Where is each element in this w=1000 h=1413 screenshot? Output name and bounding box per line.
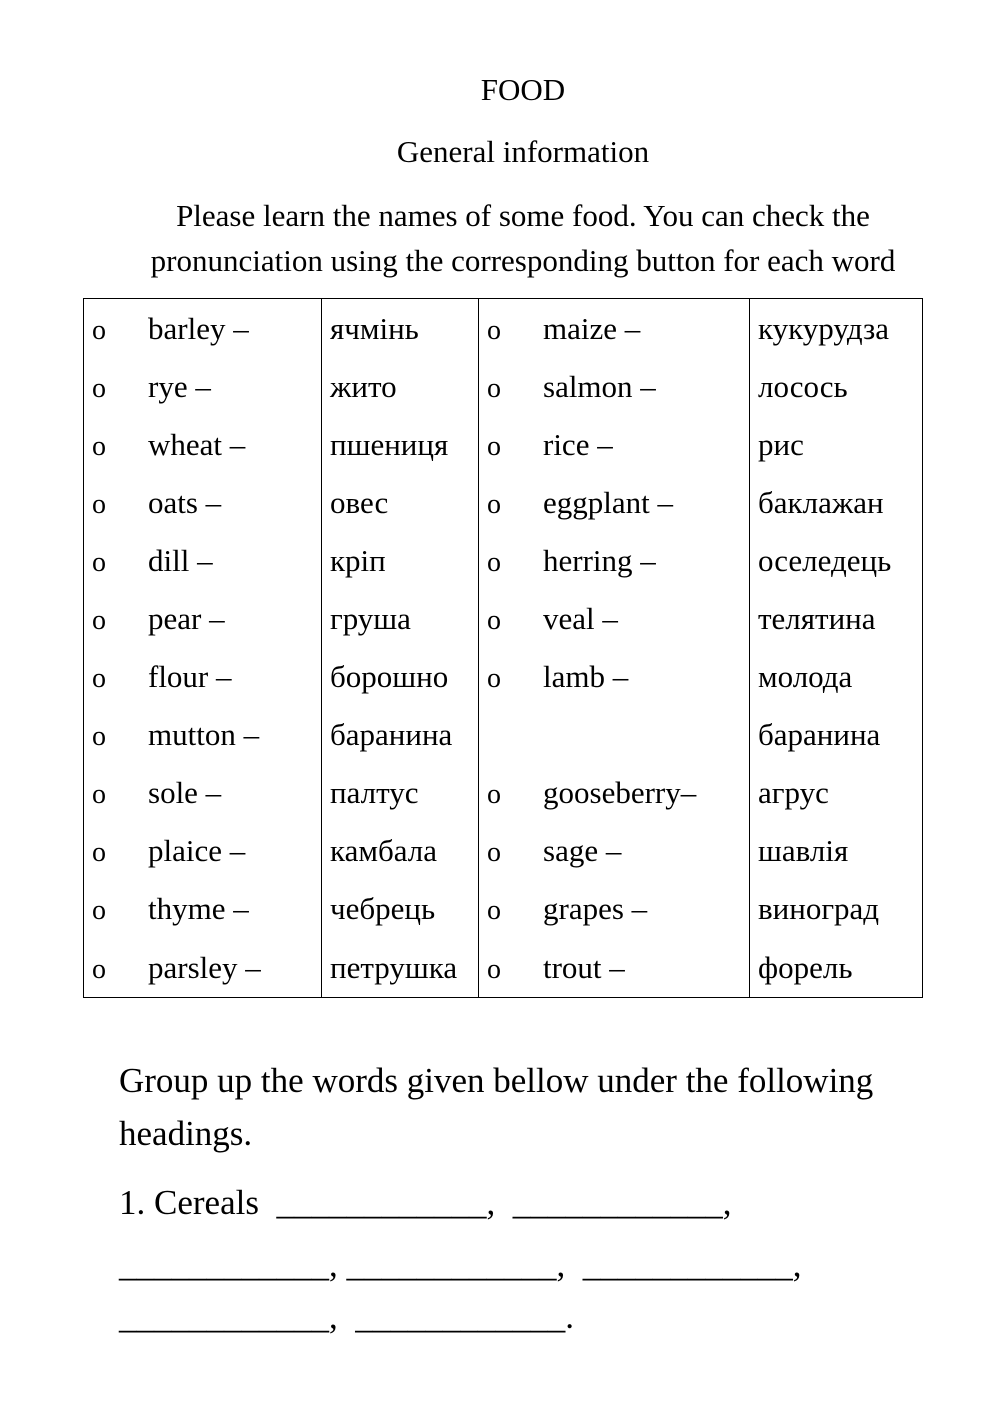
left-word-cell xyxy=(84,706,322,764)
left-word-cell xyxy=(84,358,322,416)
right-word-cell xyxy=(479,532,750,590)
right-english-word: eggplant – xyxy=(543,485,673,520)
left-english-word: dill – xyxy=(148,543,213,578)
bullet-icon: o xyxy=(92,547,106,578)
right-english-word: rice – xyxy=(543,427,613,462)
left-english-word: flour – xyxy=(148,659,232,694)
left-translation: жито xyxy=(322,358,479,416)
right-english-word: gooseberry– xyxy=(543,775,697,810)
bullet-icon: o xyxy=(92,605,106,636)
right-translation: шавлія xyxy=(750,822,923,880)
left-translation: борошно xyxy=(322,648,479,706)
vocab-row xyxy=(84,764,923,822)
bullet-icon: o xyxy=(487,895,501,926)
right-word-cell xyxy=(479,880,750,938)
right-translation: лосось xyxy=(750,358,923,416)
left-word-cell xyxy=(84,648,322,706)
right-word-cell xyxy=(479,416,750,474)
page-subtitle: General information xyxy=(396,134,650,169)
left-english-word: plaice – xyxy=(148,833,246,868)
bullet-icon: o xyxy=(92,489,106,520)
right-translation: телятина xyxy=(750,590,923,648)
left-english-word: rye – xyxy=(148,369,211,404)
bullet-icon: o xyxy=(487,837,501,868)
bullet-icon: o xyxy=(92,663,106,694)
right-translation: молода xyxy=(750,648,923,706)
left-word-cell xyxy=(84,822,322,880)
left-word-cell xyxy=(84,764,322,822)
vocab-row xyxy=(84,938,923,998)
right-word-cell xyxy=(479,938,750,998)
left-translation: чебрець xyxy=(322,880,479,938)
vocab-row xyxy=(84,590,923,648)
vocab-row xyxy=(84,532,923,590)
task-instruction: Group up the words given bellow under the following headings. xyxy=(119,1061,874,1153)
right-translation: баклажан xyxy=(750,474,923,532)
left-word-cell xyxy=(84,590,322,648)
bullet-icon: o xyxy=(92,431,106,462)
right-translation: баранина xyxy=(750,706,923,764)
vocab-row xyxy=(84,474,923,532)
left-translation: кріп xyxy=(322,532,479,590)
right-english-word: herring – xyxy=(543,543,656,578)
right-word-cell xyxy=(479,706,750,764)
exercise-line-3[interactable]: ____________, ____________. xyxy=(119,1297,574,1336)
bullet-icon: o xyxy=(487,547,501,578)
bullet-icon: o xyxy=(92,373,106,404)
right-word-cell xyxy=(479,822,750,880)
bullet-icon: o xyxy=(92,953,106,985)
right-english-word: lamb – xyxy=(543,659,629,694)
right-word-cell xyxy=(479,299,750,359)
bullet-icon: o xyxy=(92,895,106,926)
vocab-row xyxy=(84,648,923,706)
bullet-icon: o xyxy=(487,314,501,346)
vocab-row xyxy=(84,880,923,938)
right-translation: оселедець xyxy=(750,532,923,590)
bullet-icon: o xyxy=(92,837,106,868)
vocab-row xyxy=(84,822,923,880)
bullet-icon: o xyxy=(92,721,106,752)
exercise-line-2[interactable]: ____________, ____________, ____________, xyxy=(119,1245,802,1284)
right-translation: форель xyxy=(750,938,923,998)
bullet-icon: o xyxy=(487,373,501,404)
left-english-word: thyme – xyxy=(148,891,249,926)
left-translation: ячмінь xyxy=(322,299,479,359)
left-english-word: sole – xyxy=(148,775,222,810)
right-english-word: grapes – xyxy=(543,891,648,926)
left-word-cell xyxy=(84,880,322,938)
left-translation: палтус xyxy=(322,764,479,822)
left-english-word: mutton – xyxy=(148,717,260,752)
right-english-word: sage – xyxy=(543,833,622,868)
right-word-cell xyxy=(479,358,750,416)
page-title: FOOD xyxy=(480,72,566,107)
right-word-cell xyxy=(479,648,750,706)
right-english-word: trout – xyxy=(543,949,625,985)
right-word-cell xyxy=(479,590,750,648)
left-english-word: parsley – xyxy=(148,949,261,985)
left-translation: баранина xyxy=(322,706,479,764)
right-translation: виноград xyxy=(750,880,923,938)
left-word-cell xyxy=(84,474,322,532)
right-word-cell xyxy=(479,764,750,822)
vocabulary-table xyxy=(83,298,923,998)
left-english-word: oats – xyxy=(148,485,222,520)
left-english-word: wheat – xyxy=(148,427,246,462)
left-english-word: pear – xyxy=(148,601,225,636)
bullet-icon: o xyxy=(92,314,106,346)
left-english-word: barley – xyxy=(148,310,249,346)
instructions-text: Please learn the names of some food. You can check the pronunciation using the corresponding button for each word xyxy=(150,198,896,278)
bullet-icon: o xyxy=(487,663,501,694)
left-word-cell xyxy=(84,299,322,359)
right-translation: агрус xyxy=(750,764,923,822)
right-english-word: veal – xyxy=(543,601,618,636)
exercise-line-1[interactable]: 1. Cereals ____________, ____________, xyxy=(119,1183,732,1222)
vocab-row xyxy=(84,358,923,416)
right-word-cell xyxy=(479,474,750,532)
right-english-word: salmon – xyxy=(543,369,656,404)
left-translation: камбала xyxy=(322,822,479,880)
left-translation: овес xyxy=(322,474,479,532)
bullet-icon: o xyxy=(487,489,501,520)
left-word-cell xyxy=(84,532,322,590)
right-translation: рис xyxy=(750,416,923,474)
left-word-cell xyxy=(84,938,322,998)
left-translation: груша xyxy=(322,590,479,648)
left-word-cell xyxy=(84,416,322,474)
bullet-icon: o xyxy=(487,431,501,462)
bullet-icon: o xyxy=(487,605,501,636)
right-english-word: maize – xyxy=(543,310,641,346)
vocab-row xyxy=(84,416,923,474)
right-translation: кукурудза xyxy=(750,299,923,359)
vocab-row xyxy=(84,706,923,764)
bullet-icon: o xyxy=(487,779,501,810)
vocab-row xyxy=(84,299,923,359)
bullet-icon: o xyxy=(487,953,501,985)
left-translation: петрушка xyxy=(322,938,479,998)
left-translation: пшениця xyxy=(322,416,479,474)
bullet-icon: o xyxy=(92,779,106,810)
